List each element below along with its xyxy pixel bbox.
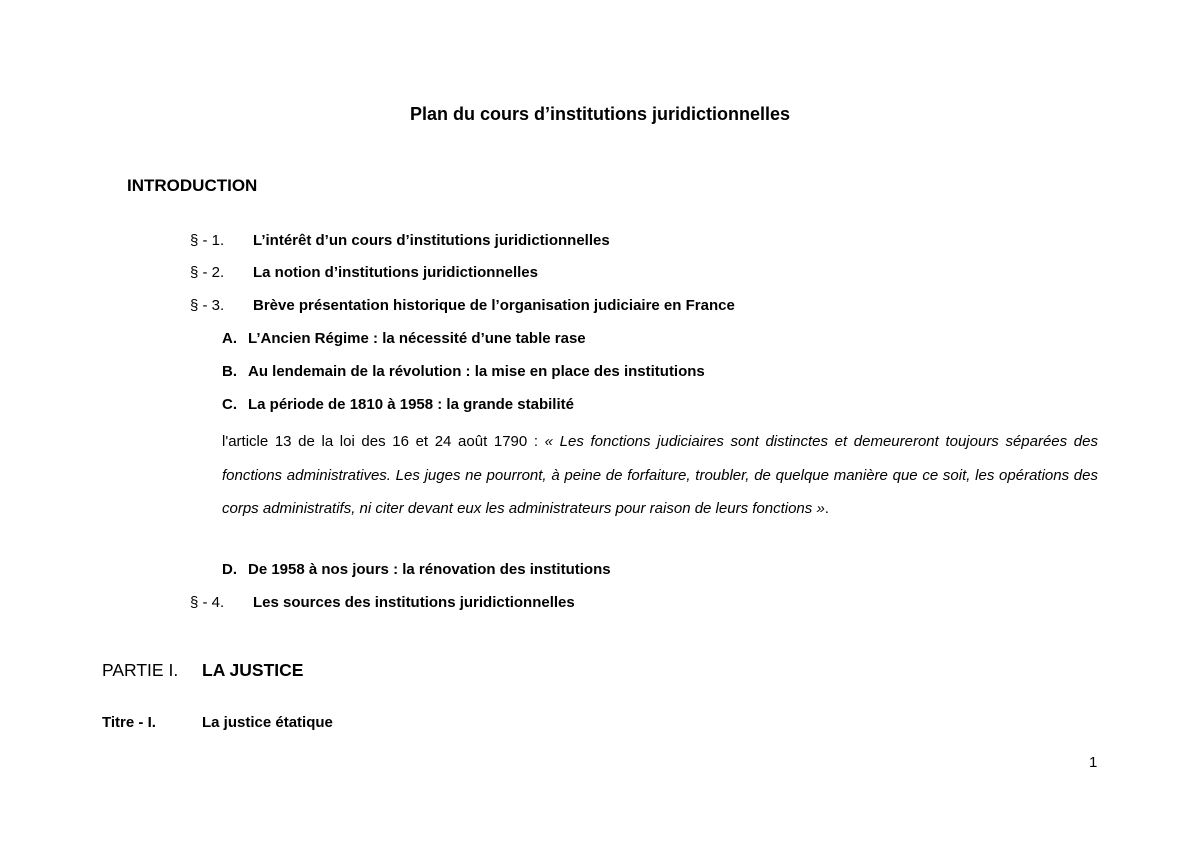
subsection-text: La période de 1810 à 1958 : la grande stabilité <box>248 396 574 413</box>
paragraph-2 <box>190 264 538 281</box>
subsection-d <box>222 561 611 578</box>
paragraph-text: L’intérêt d’un cours d’institutions juridictionnelles <box>253 232 610 249</box>
subsection-letter: B. <box>222 363 237 380</box>
document-title: Plan du cours d’institutions juridictionnelles <box>409 104 791 124</box>
part-heading <box>102 660 303 681</box>
subsection-text: L’Ancien Régime : la nécessité d’une table rase <box>248 330 586 347</box>
titre-heading <box>102 714 333 731</box>
part-title: LA JUSTICE <box>202 660 304 680</box>
paragraph-number: § - 3. <box>190 297 225 314</box>
quote-tail: . <box>824 500 829 517</box>
subsection-text: De 1958 à nos jours : la rénovation des institutions <box>248 561 611 578</box>
subsection-a <box>222 330 586 347</box>
article-quote <box>222 425 1098 526</box>
paragraph-1 <box>190 232 610 249</box>
page-number: 1 <box>1089 754 1098 771</box>
paragraph-3 <box>190 297 735 314</box>
subsection-c <box>222 396 574 413</box>
paragraph-number: § - 4. <box>190 594 225 611</box>
paragraph-number: § - 1. <box>190 232 225 249</box>
paragraph-4 <box>190 594 575 611</box>
subsection-letter: C. <box>222 396 237 413</box>
subsection-letter: D. <box>222 561 237 578</box>
titre-number: Titre - I. <box>102 714 156 731</box>
quote-lead: l'article 13 de la loi des 16 et 24 août 1790 : <box>222 433 545 450</box>
subsection-b <box>222 363 705 380</box>
titre-title: La justice étatique <box>202 714 333 731</box>
part-number: PARTIE I. <box>102 660 179 680</box>
subsection-letter: A. <box>222 330 237 347</box>
subsection-text: Au lendemain de la révolution : la mise en place des institutions <box>248 363 705 380</box>
paragraph-number: § - 2. <box>190 264 225 281</box>
introduction-heading: INTRODUCTION <box>127 176 258 195</box>
paragraph-text: La notion d’institutions juridictionnelles <box>253 264 538 281</box>
paragraph-text: Brève présentation historique de l’organisation judiciaire en France <box>253 297 735 314</box>
quote-italic-text: « Les fonctions judiciaires sont distinctes et demeureront toujours séparées des fonctions administratives. Les juges ne pourront, à peine de forfaiture, troubler, de quelque manière que ce soit, les opérations des corps administratifs, ni citer devant eux les administrateurs pour raison de leurs fonctions » <box>222 433 1098 517</box>
paragraph-text: Les sources des institutions juridictionnelles <box>253 594 575 611</box>
